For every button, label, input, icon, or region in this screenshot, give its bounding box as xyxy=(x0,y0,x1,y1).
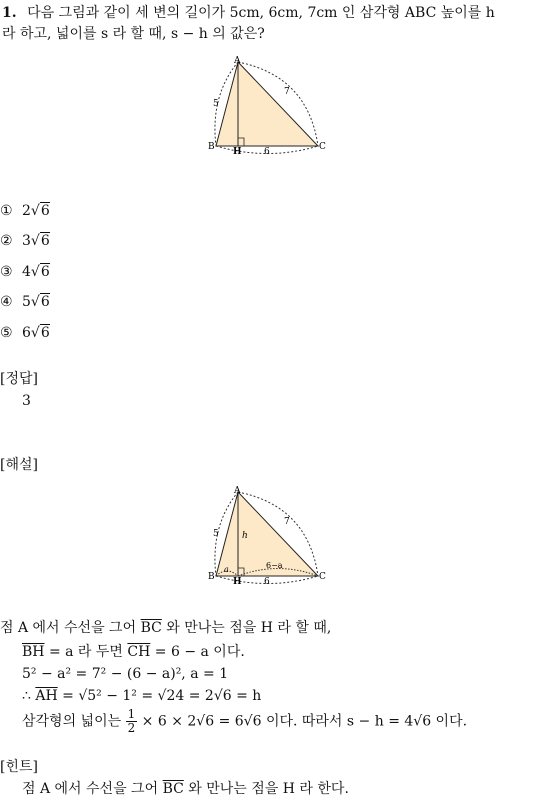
label-height: h xyxy=(242,531,248,541)
triangle-figure-1 xyxy=(208,56,328,156)
option-marker: ① xyxy=(0,203,13,219)
explanation-header: [해설] xyxy=(0,457,38,473)
question-number: 1. xyxy=(2,5,17,21)
fraction-one-half: $\frac{1}{2}$ xyxy=(127,707,136,735)
explanation-line-1: 점 A 에서 수선을 그어 $\overline{BC}$ 와 만나는 점을 H 라 할 때, xyxy=(0,620,332,636)
label-side-ac: 7 xyxy=(284,517,290,527)
option-4[interactable]: ④ 5√6 xyxy=(0,294,50,310)
segment-ah: $\overline{AH}$ xyxy=(35,688,58,704)
answer-value: 3 xyxy=(22,393,31,409)
triangle-figure-2 xyxy=(208,486,328,586)
explanation-line-2: $\overline{BH} = a$ 라 두면 $\overline{CH} = 6 - a$ 이다. xyxy=(22,644,245,660)
option-5[interactable]: ⑤ 6√6 xyxy=(0,325,50,341)
label-side-ab: 5 xyxy=(213,99,219,109)
explanation-line-5: 삼각형의 넓이는 $\frac{1}{2}$ × 6 × 2√6 = 6√6 이다. 따라서 s − h = 4√6 이다. xyxy=(22,707,468,735)
label-c: C xyxy=(319,142,326,152)
option-2[interactable]: ② 3√6 xyxy=(0,233,50,249)
option-1[interactable]: ① 2√6 xyxy=(0,203,50,219)
label-a: A xyxy=(234,56,241,66)
segment-bh: $\overline{BH}$ xyxy=(22,644,45,660)
question-line-2: 라 하고, 넓이를 s 라 할 때, s − h 의 값은? xyxy=(2,26,265,42)
question-line-1 xyxy=(2,2,495,22)
label-b: B xyxy=(208,142,215,152)
label-side-bc: 6 xyxy=(264,577,270,586)
label-side-ac: 7 xyxy=(284,87,290,97)
segment-ch: $\overline{CH}$ xyxy=(127,644,151,660)
segment-bc: $\overline{BC}$ xyxy=(140,620,162,636)
option-marker: ② xyxy=(0,233,13,249)
label-a: A xyxy=(234,486,241,496)
label-h: H xyxy=(233,147,242,156)
label-b: B xyxy=(208,572,215,582)
label-c: C xyxy=(319,572,326,582)
option-marker: ③ xyxy=(0,264,13,280)
label-hc: 6−a xyxy=(266,561,283,570)
segment-bc: $\overline{BC}$ xyxy=(162,781,184,797)
explanation-line-3: 5² − a² = 7² − (6 − a)², a = 1 xyxy=(22,666,229,682)
option-marker: ④ xyxy=(0,294,13,310)
explanation-line-4: ∴ $\overline{AH} = √5^2 - 1^2 = √24 = 2√6 = h$ xyxy=(22,688,262,704)
answer-header: [정답] xyxy=(0,371,38,387)
label-side-bc: 6 xyxy=(264,147,270,156)
label-side-ab: 5 xyxy=(213,529,219,539)
triangle-fill xyxy=(216,62,318,146)
label-h: H xyxy=(233,577,242,586)
hint-header: [힌트] xyxy=(0,759,38,775)
label-bh-a: a xyxy=(224,565,229,574)
hint-line: 점 A 에서 수선을 그어 $\overline{BC}$ 와 만나는 점을 H 라 한다. xyxy=(22,781,349,797)
option-marker: ⑤ xyxy=(0,325,13,341)
question-text-1: 다음 그림과 같이 세 변의 길이가 5cm, 6cm, 7cm 인 삼각형 ABC 높이를 h xyxy=(27,5,495,21)
option-3[interactable]: ③ 4√6 xyxy=(0,264,50,280)
